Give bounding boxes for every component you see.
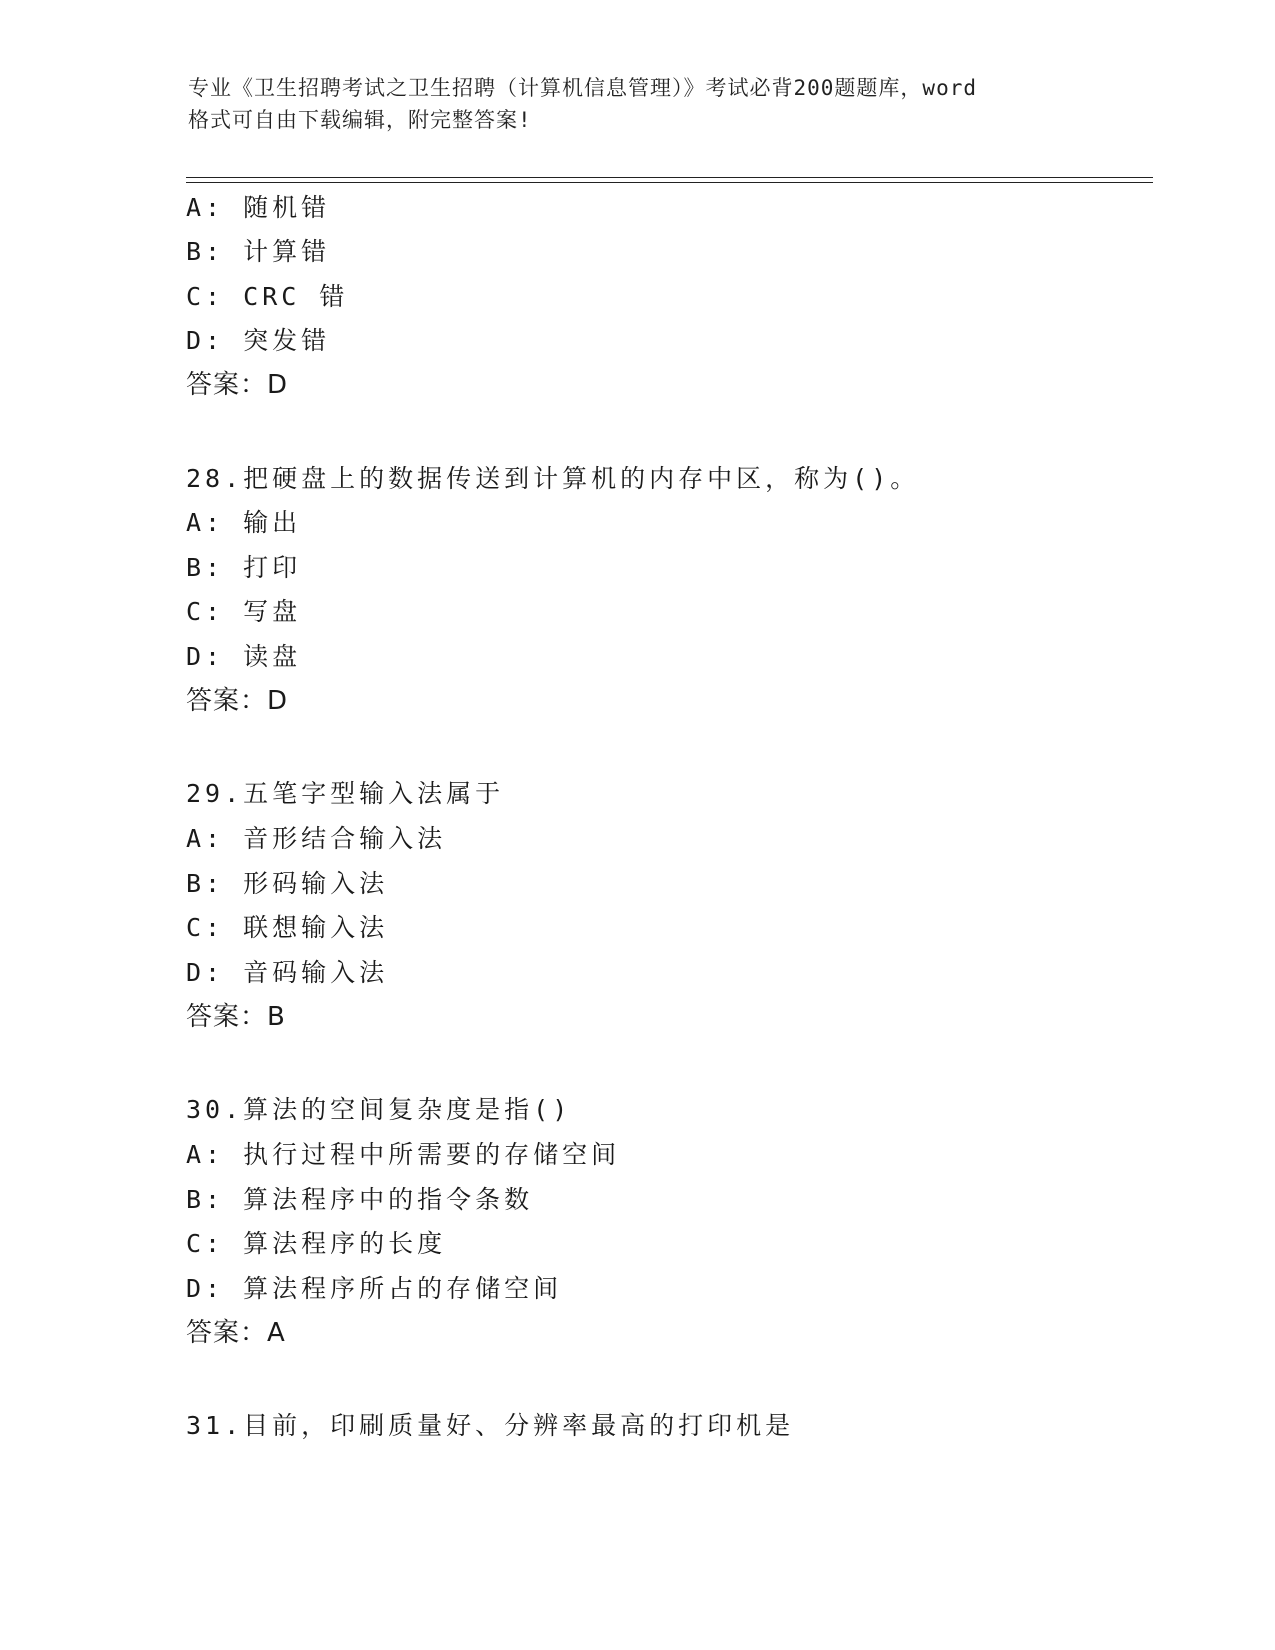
- q30-answer: 答案：A: [186, 1318, 286, 1348]
- q29-answer: 答案：B: [186, 1002, 286, 1032]
- q30-option-c: C: 算法程序的长度: [186, 1229, 447, 1258]
- q28-option-d: D: 读盘: [186, 642, 302, 671]
- q28-option-b: B: 打印: [186, 553, 302, 582]
- q28-option-c: C: 写盘: [186, 597, 302, 626]
- q31-question: 31.目前，印刷质量好、分辨率最高的打印机是: [186, 1411, 795, 1440]
- q28-answer: 答案：D: [186, 686, 289, 716]
- q27-answer: 答案：D: [186, 370, 289, 400]
- q28-option-a: A: 输出: [186, 508, 302, 537]
- header-line-1: 专业《卫生招聘考试之卫生招聘（计算机信息管理）》考试必背200题题库，word: [188, 76, 977, 100]
- q27-option-d: D: 突发错: [186, 326, 331, 355]
- header-divider-bottom: [186, 182, 1153, 183]
- q27-option-a: A: 随机错: [186, 193, 331, 222]
- q30-option-d: D: 算法程序所占的存储空间: [186, 1274, 563, 1303]
- q29-option-b: B: 形码输入法: [186, 869, 389, 898]
- q29-option-c: C: 联想输入法: [186, 913, 389, 942]
- q29-option-d: D: 音码输入法: [186, 958, 389, 987]
- document-header: [188, 72, 1088, 136]
- q30-option-a: A: 执行过程中所需要的存储空间: [186, 1140, 621, 1169]
- q29-option-a: A: 音形结合输入法: [186, 824, 447, 853]
- q27-option-c: C: CRC 错: [186, 282, 349, 311]
- header-line-2: 格式可自由下载编辑，附完整答案!: [188, 108, 532, 132]
- header-divider-top: [186, 177, 1153, 178]
- q27-option-b: B: 计算错: [186, 237, 331, 266]
- q29-question: 29.五笔字型输入法属于: [186, 779, 505, 808]
- q30-option-b: B: 算法程序中的指令条数: [186, 1185, 534, 1214]
- q28-question: 28.把硬盘上的数据传送到计算机的内存中区，称为()。: [186, 464, 920, 493]
- q30-question: 30.算法的空间复杂度是指(): [186, 1095, 572, 1124]
